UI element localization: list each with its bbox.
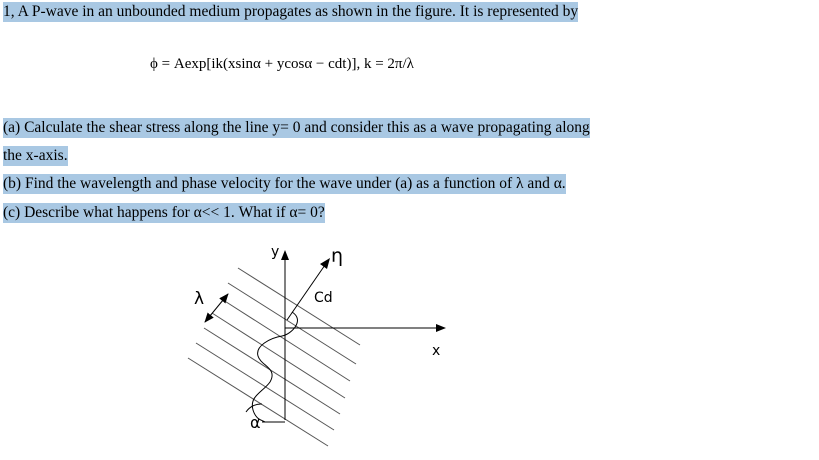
- alpha-label: α: [250, 413, 261, 432]
- x-axis-arrow: [436, 324, 446, 332]
- alpha-arc: [246, 404, 262, 412]
- wave-equation: ϕ = Aexp[ik(xsinα + ycosα − cdt)], k = 2π/λ: [150, 56, 414, 72]
- problem-intro: 1, A P-wave in an unbounded medium propagates as shown in the figure. It is represented by: [3, 3, 579, 20]
- eta-arrow: [320, 258, 330, 269]
- x-label: x: [432, 343, 441, 359]
- cd-label: Cd: [314, 290, 333, 306]
- part-a-line2: the x-axis.: [3, 147, 68, 164]
- y-axis-arrow: [281, 250, 289, 260]
- part-a-line1: (a) Calculate the shear stress along the line y= 0 and consider this as a wave propagating along: [3, 119, 590, 136]
- part-b: (b) Find the wavelength and phase velocity for the wave under (a) as a function of λ and α.: [3, 175, 566, 192]
- eta-label: η: [331, 245, 344, 267]
- wavefront-lines: [188, 268, 360, 446]
- y-label: y: [271, 244, 280, 260]
- lambda-label: λ: [194, 289, 205, 309]
- part-c: (c) Describe what happens for α<< 1. What if α= 0?: [3, 204, 325, 221]
- lambda-dimension: [205, 294, 228, 322]
